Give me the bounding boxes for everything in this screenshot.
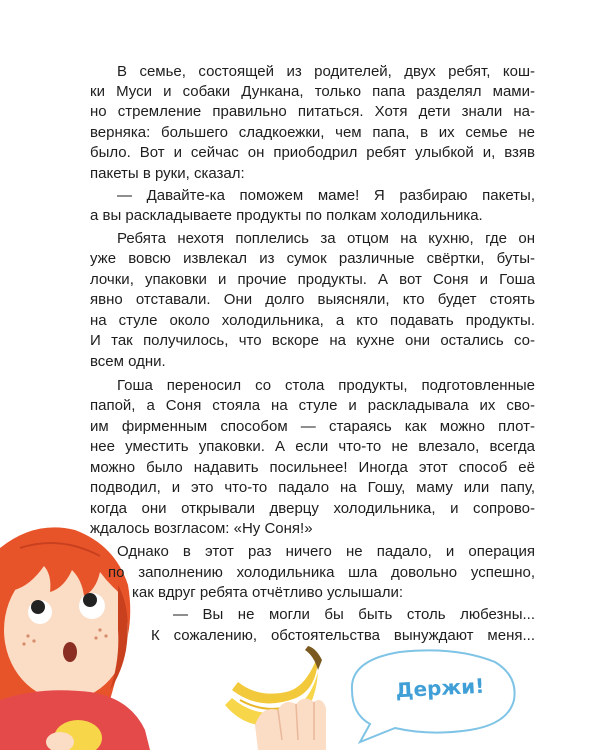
story-line: можно было надавить посильнее! Иногда этот способ её xyxy=(90,459,535,476)
story-line: Гоша переносил со стола продукты, подготовленные xyxy=(117,377,535,394)
story-line: — Вы не могли бы быть столь любезны... xyxy=(173,606,535,623)
story-line: ждалось возгласом: «Ну Соня!» xyxy=(90,520,313,537)
story-line: было. Вот и сейчас он приободрил ребят улыбкой и, взяв xyxy=(90,144,535,161)
story-line: лочки, упаковки и прочие продукты. А вот Соня и Гоша xyxy=(90,271,535,288)
story-line: на стуле около холодильника, а кто подавать продукты. xyxy=(90,312,535,329)
story-line: нее уместить упаковки. А если что-то не влезало, всегда xyxy=(90,438,535,455)
story-line: всем одни. xyxy=(90,353,166,370)
story-line: папой, а Соня стояла на стуле и раскладывала их сво- xyxy=(90,397,535,414)
story-line: как вдруг ребята отчётливо услышали: xyxy=(132,584,404,601)
story-line: подводил, и это что-то падало на Гошу, маму или папу, xyxy=(90,479,535,496)
story-line: К сожалению, обстоятельства вынуждают меня... xyxy=(151,627,535,644)
story-line: когда они открывали дверцу холодильника, и сопрово- xyxy=(90,500,535,517)
story-line: ки Муси и собаки Дункана, только папа разделял мами- xyxy=(90,83,535,100)
bananas-illustration xyxy=(225,646,326,750)
story-line: Ребята нехотя поплелись за отцом на кухню, где он xyxy=(117,230,535,247)
speech-bubble-text: Держи! xyxy=(395,673,485,703)
story-line: по заполнению холодильника шла довольно успешно, xyxy=(108,564,535,581)
story-line: но стремление правильно питаться. Хотя дети знали на- xyxy=(90,103,535,120)
story-line: В семье, состоящей из родителей, двух ребят, кош- xyxy=(117,63,535,80)
story-line: а вы раскладываете продукты по полкам холодильника. xyxy=(90,207,483,224)
story-line: И так получилось, что вскоре на кухне они остались со- xyxy=(90,332,535,349)
story-line: им фирменным способом — стараясь как можно плот- xyxy=(90,418,535,435)
story-line: верняка: большего сладкоежки, чем папа, в их семье не xyxy=(90,124,535,141)
story-line: уже вовсю извлекал из сумок различные свёртки, буты- xyxy=(90,250,535,267)
story-line: пакеты в руки, сказал: xyxy=(90,165,245,182)
story-line: — Давайте-ка поможем маме! Я разбираю пакеты, xyxy=(117,187,535,204)
story-line: явно отставали. Они долго выясняли, кто будет стоять xyxy=(90,291,535,308)
story-line: Однако в этот раз ничего не падало, и операция xyxy=(117,543,535,560)
